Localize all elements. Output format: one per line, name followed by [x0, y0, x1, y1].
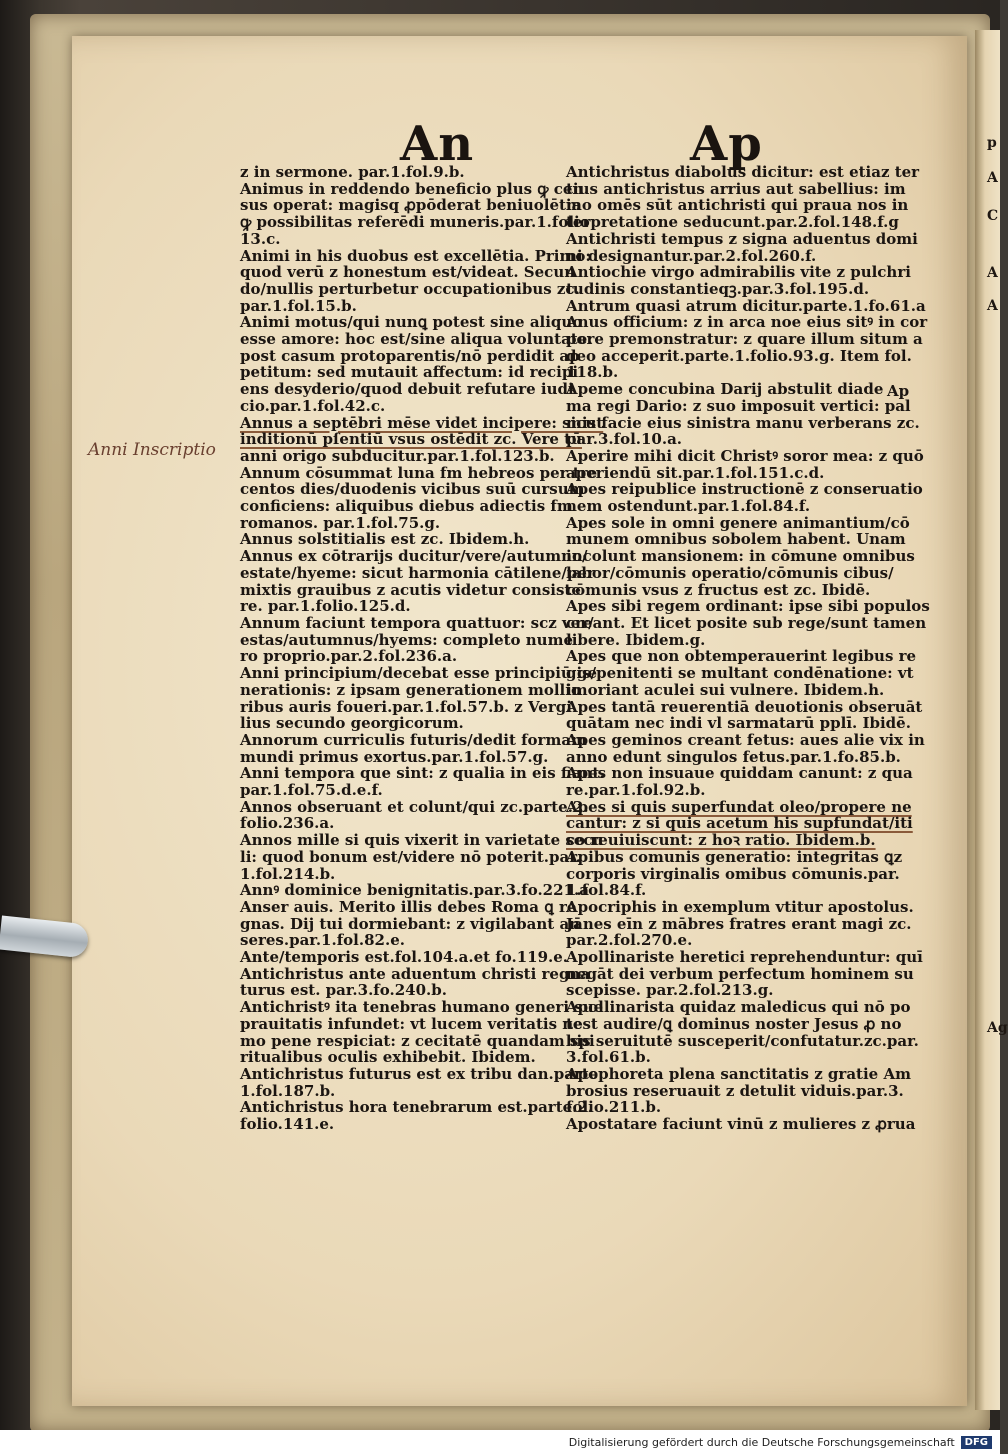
index-line: Apollinariste heretici reprehenduntur: quī: [566, 948, 923, 967]
index-line: par.1.fol.15.b.: [240, 296, 357, 315]
index-line: Annorum curriculis futuris/dedit formam: [240, 730, 587, 749]
index-line: turus est. par.3.fo.240.b.: [240, 981, 447, 1000]
index-line: Anni tempora que sint: z qualia in eis fiant.: [240, 764, 605, 783]
index-line: tius antichristus arrius aut sabellius: im: [566, 179, 906, 198]
index-line: par.2.fol.270.e.: [566, 931, 693, 950]
index-line: Antichristus ante aduentum christi regna: [240, 964, 591, 983]
index-line: mundi primus exortus.par.1.fol.57.g.: [240, 747, 549, 766]
index-line: sus operat: magisq ꝓpōderat beniuolētia: [240, 196, 582, 215]
index-line: 13.c.: [240, 229, 281, 248]
index-line: prauitatis infundet: vt lucem veritatis ne: [240, 1014, 583, 1033]
index-line: esse amore: hoc est/sine aliqua voluntate:: [240, 330, 593, 349]
index-line: Antichristus futurus est ex tribu dan.parte: [240, 1064, 599, 1083]
index-line: mo pene respiciat: z cecitatē quandam spi: [240, 1031, 595, 1050]
adjacent-page-letter: A: [987, 265, 998, 281]
index-line: 118.b.: [566, 363, 619, 382]
index-line: estate/hyeme: sicut harmonia cātilene/per: [240, 563, 595, 582]
index-line: anni origo subducitur.par.1.fol.123.b.: [240, 446, 555, 465]
index-line: Antichristꝰ ita tenebras humano generi sue: [240, 998, 604, 1017]
index-line: Animi motus/qui nunꝗ potest sine aliquo: [240, 313, 583, 332]
index-line: tudinis constantieqꝫ.par.3.fol.195.d.: [566, 279, 870, 298]
index-line: gis/penitenti se multant condēnatione: vt: [566, 664, 914, 683]
index-line: nerationis: z ipsam generationem mollio: [240, 680, 581, 699]
index-line: creant. Et licet posite sub rege/sunt tamen: [566, 613, 927, 632]
index-line: imoriant aculei sui vulnere. Ibidem.h.: [566, 680, 885, 699]
index-line: Apostatare faciunt vinū z mulieres z ꝓrua: [566, 1115, 916, 1134]
index-line: ribus auris foueri.par.1.fol.57.b. z Vergi: [240, 697, 572, 716]
index-line: lius secundo georgicorum.: [240, 714, 464, 733]
index-line: estas/autumnus/hyems: completo nume: [240, 630, 573, 649]
index-line: romanos. par.1.fol.75.g.: [240, 513, 441, 532]
dfg-logo: DFG: [961, 1436, 992, 1449]
index-line: cantur: z si quis acetum his supfundat/iti: [566, 814, 913, 833]
index-line: z in sermone. par.1.fol.9.b.: [240, 163, 465, 181]
running-head-right: Ap: [690, 116, 763, 172]
index-line: Anus officium: z in arca noe eius sitꝰ in cor: [566, 313, 928, 332]
index-line: Apes non insuaue quiddam canunt: z qua: [566, 764, 913, 783]
index-line: Annos mille si quis vixerit in varietate secu: [240, 831, 604, 850]
index-line: Aperire mihi dicit Christꝰ soror mea: z quō: [566, 446, 924, 465]
index-line: quod verū z honestum est/videat. Secun: [240, 263, 576, 282]
index-line: mo omēs sūt antichristi qui praua nos in: [566, 196, 909, 215]
index-line: Annus ex cōtrarijs ducitur/vere/autumno/: [240, 547, 588, 566]
index-line: brosius reseruauit z detulit viduis.par.3.: [566, 1081, 904, 1100]
index-line: folio.141.e.: [240, 1115, 335, 1134]
digitization-footer: [0, 1430, 1000, 1454]
index-line: corporis virginalis omibus cōmunis.par.: [566, 864, 900, 883]
index-line: Anser auis. Merito illis debes Roma ꝗ re: [240, 897, 577, 916]
index-line: 1.fol.84.f.: [566, 881, 647, 900]
index-line: Anni principium/decebat esse principiū ge: [240, 664, 598, 683]
index-line: Apes reipublice instructionē z conseruatio: [566, 480, 923, 499]
index-line: inditionū pſentiū vsus ostēdit zc. Vere tū: [240, 430, 582, 449]
index-line: seres.par.1.fol.82.e.: [240, 931, 405, 950]
index-line: par.1.fol.75.d.e.f.: [240, 781, 383, 800]
index-line: cio.par.1.fol.42.c.: [240, 396, 386, 415]
index-line: Apes que non obtemperauerint legibus re: [566, 647, 917, 666]
adjacent-page-edge: [975, 30, 1008, 1410]
index-line: 1.fol.214.b.: [240, 864, 336, 883]
index-line: Apes tantā reuerentiā deuotionis obseruāt: [566, 697, 923, 716]
adjacent-page-letter: A: [987, 298, 998, 314]
index-line: mis facie eius sinistra manu verberans zc.: [566, 413, 920, 432]
index-line: gnas. Dij tui dormiebant: z vigilabant an: [240, 914, 581, 933]
index-line: co reuiuiscunt: z hoꝛ ratio. Ibidem.b.: [566, 831, 876, 850]
index-line: Antichristus hora tenebrarum est.parte.2.: [240, 1098, 594, 1117]
index-line: folio.211.b.: [566, 1098, 662, 1117]
index-line: aperiendū sit.par.1.fol.151.c.d.: [566, 463, 825, 482]
index-line: cōmunis vsus z fructus est zc. Ibidē.: [566, 580, 871, 599]
index-line: mixtis grauibus z acutis videtur consiste: [240, 580, 581, 599]
index-line: Apibus comunis generatio: integritas ꝗz: [566, 847, 903, 866]
index-line: Apes sole in omni genere animantium/cō: [566, 513, 910, 532]
handwritten-marginal-note: Anni Inscriptio: [88, 440, 216, 460]
index-line: deo acceperit.parte.1.folio.93.g. Item fol.: [566, 346, 912, 365]
index-line: ma regi Dario: z suo imposuit vertici: pal: [566, 396, 911, 415]
index-line: Apeme concubina Darij abstulit diade: [566, 380, 884, 399]
index-line: Apes si quis superfundat oleo/propere ne: [566, 797, 912, 816]
index-line: Antichristi tempus z signa aduentus domi: [566, 229, 918, 248]
index-line: ꝙ possibilitas referēdi muneris.par.1.folio: [240, 213, 590, 232]
index-line: Apollinarista quidaz maledicus qui nō po: [566, 998, 911, 1017]
adjacent-page-letter: A: [987, 170, 998, 186]
running-head-left: An: [400, 116, 475, 172]
index-line: Ante/temporis est.fol.104.a.et fo.119.e.: [240, 948, 569, 967]
index-line: libere. Ibidem.g.: [566, 630, 706, 649]
index-line: centos dies/duodenis vicibus suū cursum: [240, 480, 585, 499]
index-line: labor/cōmunis operatio/cōmunis cibus/: [566, 563, 894, 582]
index-line: Apophoreta plena sanctitatis z gratie Am: [566, 1064, 911, 1083]
index-line: Annum faciunt tempora quattuor: scz ver/: [240, 613, 594, 632]
index-line: re.par.1.fol.92.b.: [566, 781, 706, 800]
index-line: Annꝰ dominice benignitatis.par.3.fo.221.a: [240, 881, 589, 900]
index-line: Jānes eīn z mābres fratres erant magi zc.: [566, 914, 912, 933]
index-line: 3.fol.61.b.: [566, 1048, 651, 1067]
index-line: ni designantur.par.2.fol.260.f.: [566, 246, 817, 265]
index-line: Annos obseruant et colunt/qui zc.parte.2.: [240, 797, 589, 816]
index-line: Antrum quasi atrum dicitur.parte.1.fo.61.a: [566, 296, 926, 315]
index-line: do/nullis perturbetur occupationibus zc.: [240, 279, 580, 298]
index-line: li: quod bonum est/videre nō poterit.par.: [240, 847, 581, 866]
index-line: nem ostendunt.par.1.fol.84.f.: [566, 497, 811, 516]
index-line: petitum: sed mutauit affectum: id recipi: [240, 363, 579, 382]
index-line: anno edunt singulos fetus.par.1.fo.85.b.: [566, 747, 901, 766]
index-line: 1.fol.187.b.: [240, 1081, 336, 1100]
margin-letters: Ap: [887, 382, 910, 400]
adjacent-page-letter: Ag: [987, 1020, 1008, 1036]
adjacent-page-letter: p: [987, 135, 997, 151]
index-line: folio.236.a.: [240, 814, 335, 833]
index-line: ritualibus oculis exhibebit. Ibidem.: [240, 1048, 536, 1067]
adjacent-page-letter: C: [987, 208, 999, 224]
index-line: par.3.fol.10.a.: [566, 430, 683, 449]
index-line: test audire/ꝗ dominus noster Jesus ꝓ no: [566, 1014, 902, 1033]
index-line: Antiochie virgo admirabilis vite z pulchri: [566, 263, 911, 282]
index-line: Apes sibi regem ordinant: ipse sibi populos: [566, 597, 930, 616]
index-line: Antichristus diabolus dicitur: est etiaz ter: [566, 163, 920, 181]
index-line: conficiens: aliquibus diebus adiectis fm: [240, 497, 573, 516]
index-line: Annus a septēbri mēse videt incipere: sicut: [240, 413, 604, 432]
index-line: quātam nec indi vl sarmatarū pplī. Ibidē.: [566, 714, 911, 733]
index-line: Annum cōsummat luna fm hebreos per tre: [240, 463, 598, 482]
index-line: Apocriphis in exemplum vtitur apostolus.: [566, 897, 914, 916]
index-line: negāt dei verbum perfectum hominem su: [566, 964, 914, 983]
index-line: Annus solstitialis est zc. Ibidem.h.: [240, 530, 530, 549]
index-line: Animus in reddendo beneficio plus ꝙ cen: [240, 179, 584, 198]
index-line: Animi in his duobus est excellētia. Primo:: [240, 246, 591, 265]
index-line: munem omnibus sobolem habent. Unam: [566, 530, 906, 549]
index-column-right: [566, 163, 930, 1134]
index-line: scepisse. par.2.fol.213.g.: [566, 981, 774, 1000]
index-line: ens desyderio/quod debuit refutare iudi: [240, 380, 574, 399]
index-line: terpretatione seducunt.par.2.fol.148.f.g: [566, 213, 899, 232]
index-line: bis seruitutē susceperit/confutatur.zc.par.: [566, 1031, 919, 1050]
index-line: incolunt mansionem: in cōmune omnibus: [566, 547, 915, 566]
index-line: ro proprio.par.2.fol.236.a.: [240, 647, 458, 666]
index-line: Apes geminos creant fetus: aues alie vix in: [566, 730, 925, 749]
index-line: post casum protoparentis/nō perdidit ap: [240, 346, 580, 365]
index-line: pore premonstratur: z quare illum situm a: [566, 330, 923, 349]
index-line: re. par.1.folio.125.d.: [240, 597, 411, 616]
footer-credit: Digitalisierung gefördert durch die Deutsche Forschungsgemeinschaft: [568, 1435, 955, 1449]
